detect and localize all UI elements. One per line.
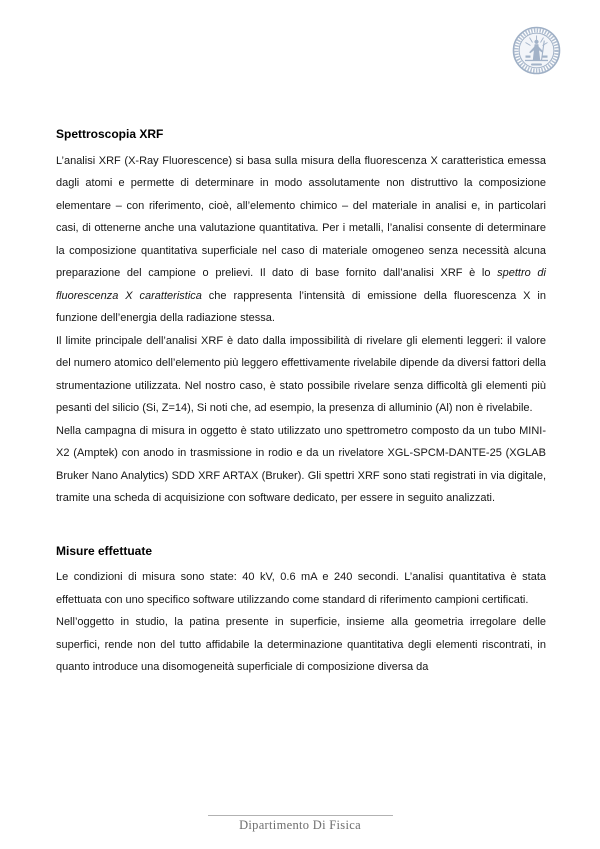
document-body	[56, 123, 546, 679]
section-heading-misure-effettuate: Misure effettuate	[56, 543, 153, 558]
paragraph-misure-conditions: Le condizioni di misura sono state: 40 kV, 0.6 mA e 240 secondi. L’analisi quantitativa è stata effettuata con uno specifico software utilizzando come standard di riferimento campioni certificati.	[56, 571, 546, 606]
university-seal-logo	[512, 26, 561, 75]
paragraph-xrf-limits: Il limite principale dell’analisi XRF è dato dalla impossibilità di rivelare gli elementi leggeri: il valore del numero atomico dell’elemento più leggero effettivamente rivelabile dipende da diversi fattori della strumentazione utilizzata. Nel nostro caso, è stato possibile rivelare senza difficoltà gli elementi più pesanti del silicio (Si, Z=14), Si noti che, ad esempio, la presenza di alluminio (Al) non è rivelabile.	[56, 334, 546, 414]
paragraph-text: che rappresenta l’intensità di emissione della fluorescenza X in funzione dell’energia della radiazione stessa.	[56, 289, 546, 324]
paragraph-text: L’analisi XRF (X-Ray Fluorescence) si basa sulla misura della fluorescenza X caratteristica emessa dagli atomi e permette di determinare in modo assolutamente non distruttivo la composizione elementare – con riferimento, cioè, all’elemento chimico – del materiale in analisi e, in particolari casi, di ottenerne anche una valutazione quantitativa. Per i metalli, l’analisi consente di determinare la composizione quantitativa superficiale nel caso di materiale omogeneo senza necessità alcuna preparazione del campione o prelievi. Il dato di base fornito dall’analisi XRF è lo	[56, 154, 546, 279]
italic-phrase: spettro di fluorescenza X caratteristica	[56, 267, 546, 302]
section-heading-spettroscopia-xrf: Spettroscopia XRF	[56, 127, 164, 141]
footer-divider	[208, 815, 393, 816]
university-seal-icon	[512, 26, 561, 75]
paragraph-xrf-instrumentation: Nella campagna di misura in oggetto è stato utilizzato uno spettrometro composto da un tubo MINI-X2 (Amptek) con anodo in trasmissione in rodio e da un rivelatore XGL-SPCM-DANTE-25 (XGLAB Bruker Nano Analytics) SDD XRF ARTAX (Bruker). Gli spettri XRF sono stati registrati in via digitale, tramite una scheda di acquisizione con software dedicato, per essere in seguito analizzati.	[56, 424, 546, 504]
page-footer	[0, 815, 600, 833]
footer-label: Dipartimento Di Fisica	[239, 818, 361, 832]
paragraph-misure-patina: Nell’oggetto in studio, la patina presente in superficie, insieme alla geometria irregolare delle superfici, rende non del tutto affidabile la determinazione quantitativa degli elementi riscontrati, in quanto introduce una disomogeneità superficiale di composizione diversa da	[56, 616, 546, 673]
paragraph-xrf-intro	[56, 150, 546, 330]
